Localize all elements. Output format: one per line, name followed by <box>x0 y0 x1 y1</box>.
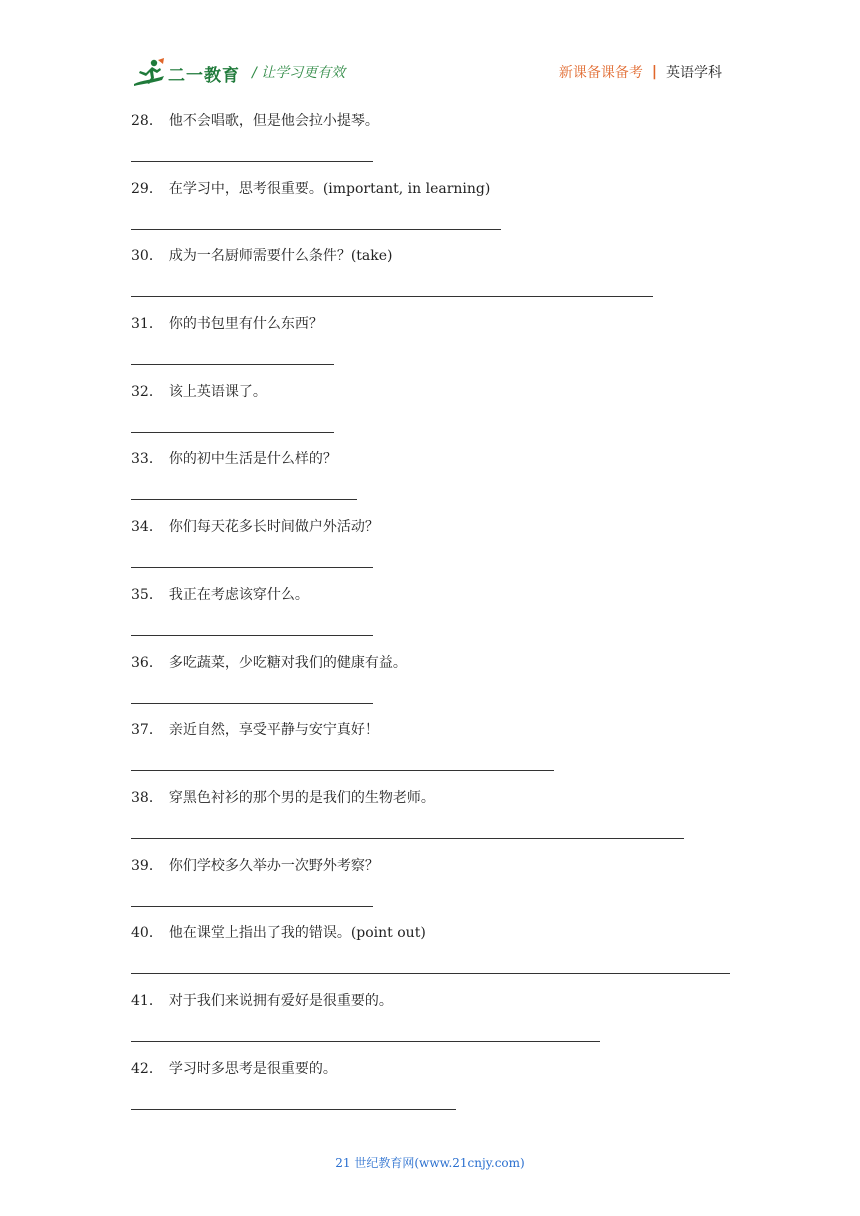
question-item <box>131 381 741 449</box>
answer-line[interactable] <box>131 1041 600 1042</box>
answer-line[interactable] <box>131 499 357 500</box>
subject-label: 英语学科 <box>666 65 722 81</box>
question-number: 30． <box>131 248 163 265</box>
page-header <box>0 0 860 100</box>
answer-line[interactable] <box>131 635 373 636</box>
question-prompt: 学习时多思考是很重要的。 <box>168 1060 337 1077</box>
question-prompt: 亲近自然，享受平静与安宁真好！ <box>168 722 379 739</box>
answer-line[interactable] <box>131 229 501 230</box>
question-text <box>131 719 379 741</box>
question-list <box>131 110 741 1125</box>
question-number: 32． <box>131 383 163 400</box>
question-number: 42． <box>131 1060 163 1077</box>
question-number: 34． <box>131 519 163 536</box>
question-text <box>131 922 426 944</box>
question-prompt: 穿黑色衬衫的那个男的是我们的生物老师。 <box>168 789 435 806</box>
question-item <box>131 245 741 313</box>
question-item <box>131 516 741 584</box>
answer-line[interactable] <box>131 1109 456 1110</box>
question-prompt: 成为一名厨师需要什么条件？(take) <box>168 248 393 265</box>
answer-line[interactable] <box>131 770 554 771</box>
header-right <box>559 62 722 82</box>
runner-icon <box>132 58 166 88</box>
question-item <box>131 178 741 246</box>
answer-line[interactable] <box>131 364 334 365</box>
question-number: 39． <box>131 857 163 874</box>
question-text <box>131 1058 337 1080</box>
question-item <box>131 584 741 652</box>
question-number: 35． <box>131 586 163 603</box>
question-text <box>131 245 393 267</box>
answer-line[interactable] <box>131 567 373 568</box>
question-item <box>131 990 741 1058</box>
question-prompt: 在学习中，思考很重要。(important, in learning) <box>168 180 491 197</box>
header-label: 新课备课备考 <box>558 65 643 81</box>
question-prompt: 他在课堂上指出了我的错误。(point out) <box>168 925 426 942</box>
question-prompt: 对于我们来说拥有爱好是很重要的。 <box>168 992 393 1009</box>
answer-line[interactable] <box>131 296 653 297</box>
question-number: 40． <box>131 925 163 942</box>
question-text <box>131 787 435 809</box>
question-item <box>131 1058 741 1126</box>
question-prompt: 该上英语课了。 <box>168 383 267 400</box>
question-item <box>131 855 741 923</box>
slogan: / 让学习更有效 <box>252 65 346 81</box>
question-number: 38． <box>131 789 163 806</box>
question-item <box>131 787 741 855</box>
question-text <box>131 855 379 877</box>
question-text <box>131 516 379 538</box>
question-number: 28． <box>131 113 163 129</box>
question-item <box>131 313 741 381</box>
answer-line[interactable] <box>131 432 334 433</box>
logo <box>132 56 240 90</box>
question-number: 31． <box>131 316 163 333</box>
question-item <box>131 110 741 178</box>
question-prompt: 我正在考虑该穿什么。 <box>168 586 309 603</box>
question-prompt: 你们学校多久举办一次野外考察？ <box>168 857 379 874</box>
question-item <box>131 719 741 787</box>
question-text <box>131 990 393 1012</box>
question-text <box>131 652 407 674</box>
question-text <box>131 313 323 335</box>
question-number: 33． <box>131 451 163 468</box>
question-text <box>131 110 379 132</box>
answer-line[interactable] <box>131 703 373 704</box>
question-text <box>131 448 337 470</box>
page-footer: 21 世纪教育网(www.21cnjy.com) <box>335 1156 525 1170</box>
question-prompt: 你们每天花多长时间做户外活动？ <box>168 519 379 536</box>
question-number: 37． <box>131 722 163 739</box>
question-text <box>131 584 309 606</box>
answer-line[interactable] <box>131 838 684 839</box>
question-prompt: 多吃蔬菜，少吃糖对我们的健康有益。 <box>168 654 407 671</box>
question-prompt: 他不会唱歌，但是他会拉小提琴。 <box>168 113 379 129</box>
question-prompt: 你的书包里有什么东西？ <box>168 316 323 333</box>
question-text <box>131 381 267 403</box>
answer-line[interactable] <box>131 161 373 162</box>
answer-line[interactable] <box>131 973 730 974</box>
question-item <box>131 922 741 990</box>
logo-text: 二一教育 <box>168 65 240 86</box>
question-number: 36． <box>131 654 163 671</box>
question-text <box>131 178 490 200</box>
question-prompt: 你的初中生活是什么样的？ <box>168 451 337 468</box>
answer-line[interactable] <box>131 906 373 907</box>
question-number: 29． <box>131 180 163 197</box>
question-number: 41． <box>131 992 163 1009</box>
question-item <box>131 448 741 516</box>
header-separator: | <box>651 64 657 80</box>
question-item <box>131 652 741 720</box>
